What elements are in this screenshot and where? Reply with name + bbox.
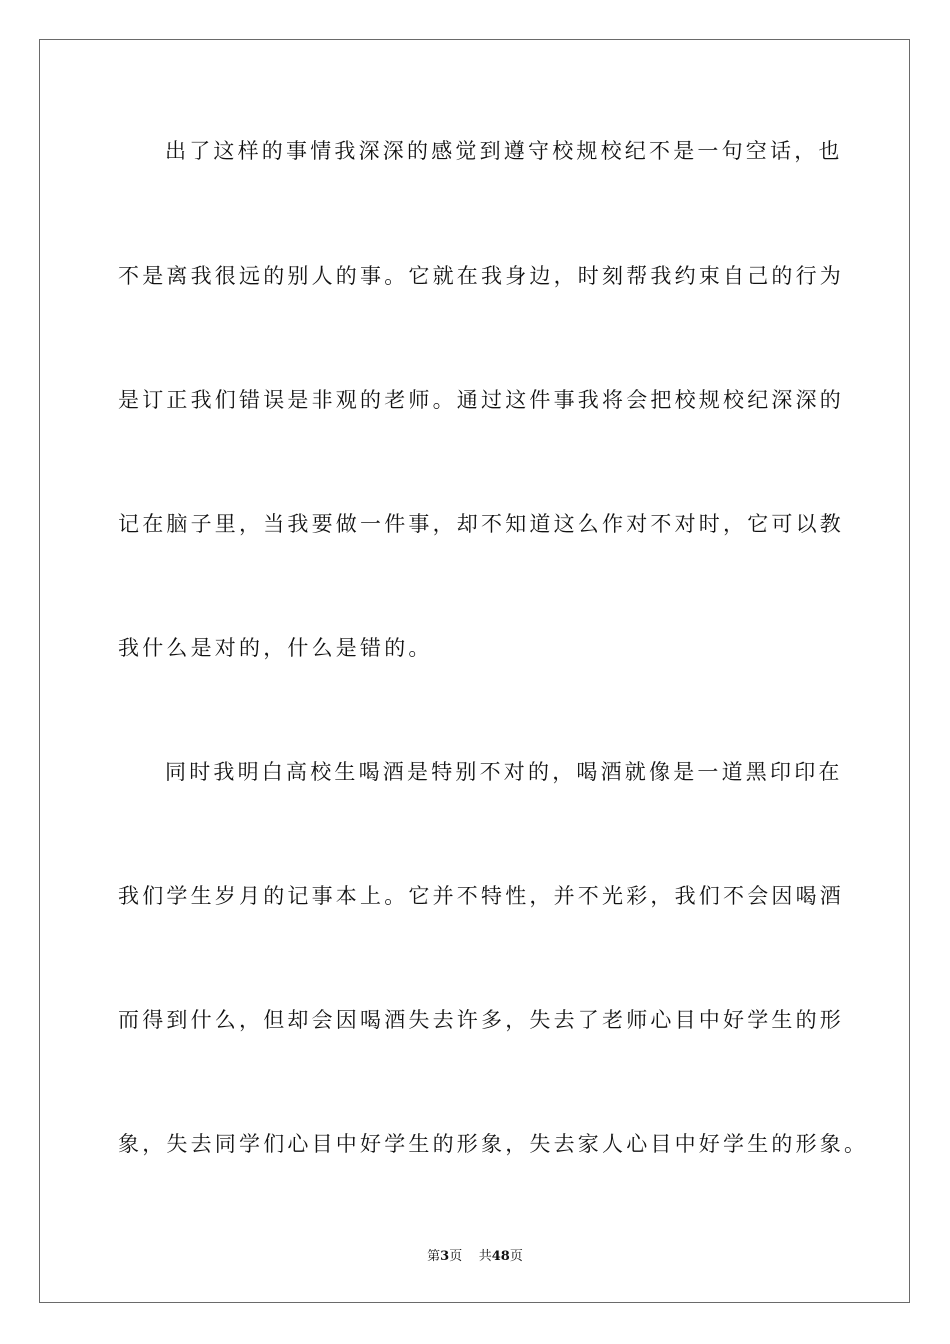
paragraph-1-line-3: 是订正我们错误是非观的老师。通过这件事我将会把校规校纪深深的 (118, 388, 844, 412)
page-footer (0, 1248, 950, 1266)
paragraph-2-line-3: 而得到什么，但却会因喝酒失去许多，失去了老师心目中好学生的形 (118, 1008, 844, 1032)
page-border (39, 39, 910, 1303)
paragraph-1-line-5: 我什么是对的，什么是错的。 (118, 636, 433, 660)
page-suffix: 页 (449, 1249, 463, 1264)
paragraph-1-line-1: 出了这样的事情我深深的感觉到遵守校规校纪不是一句空话，也 (165, 139, 843, 163)
paragraph-2-line-2: 我们学生岁月的记事本上。它并不特性，并不光彩，我们不会因喝酒 (118, 884, 844, 908)
total-suffix: 页 (509, 1249, 523, 1264)
paragraph-1-line-4: 记在脑子里，当我要做一件事，却不知道这么作对不对时，它可以教 (118, 512, 844, 536)
paragraph-1-line-2: 不是离我很远的别人的事。它就在我身边，时刻帮我约束自己的行为 (118, 264, 844, 288)
paragraph-2-line-1: 同时我明白高校生喝酒是特别不对的，喝酒就像是一道黑印印在 (165, 760, 843, 784)
page-prefix: 第 (427, 1249, 441, 1264)
paragraph-2-line-4: 象，失去同学们心目中好学生的形象，失去家人心目中好学生的形象。 (118, 1132, 869, 1156)
total-prefix: 共 (478, 1249, 492, 1264)
page-number: 3 (440, 1249, 450, 1264)
total-pages: 48 (491, 1249, 510, 1264)
